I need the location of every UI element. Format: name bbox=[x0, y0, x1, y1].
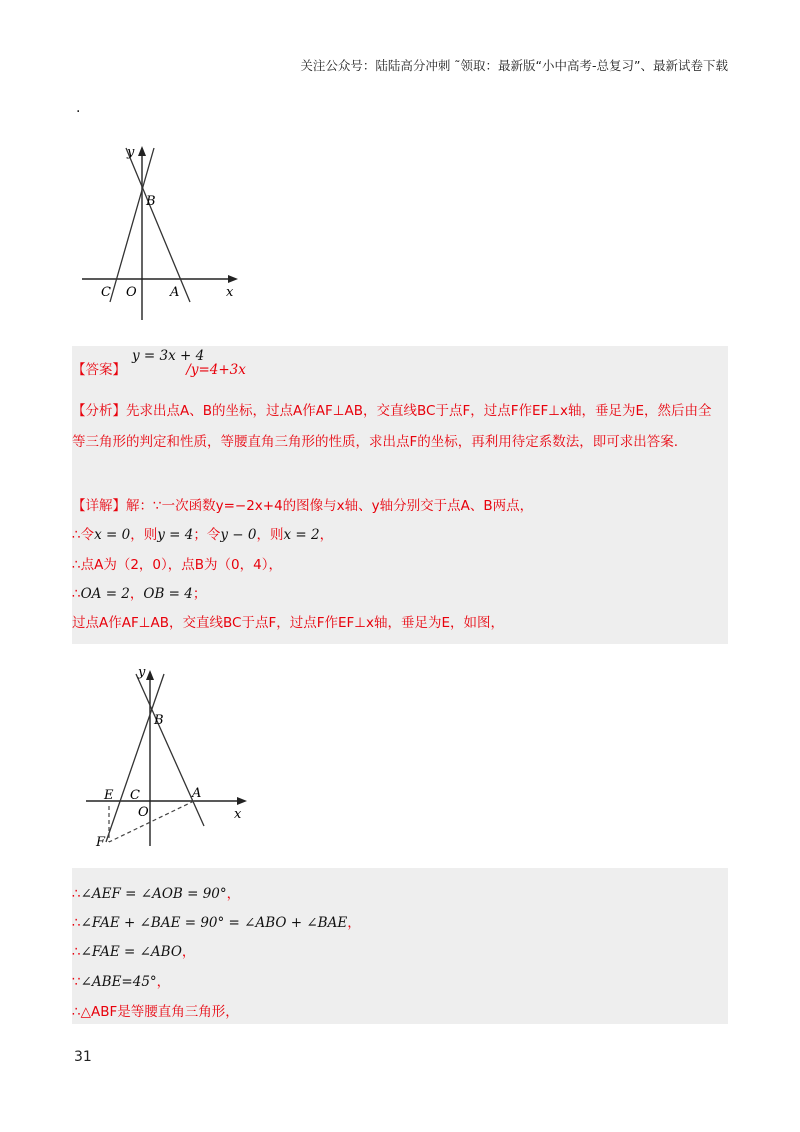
label-b: B bbox=[146, 194, 156, 209]
detail-tag: 【详解】 bbox=[72, 498, 126, 514]
label-b: B bbox=[154, 713, 164, 728]
label-y: y bbox=[138, 665, 146, 680]
y-axis-arrow bbox=[138, 146, 146, 156]
label-x: x bbox=[226, 285, 234, 300]
label-a: A bbox=[170, 285, 180, 300]
label-y: y bbox=[127, 145, 135, 160]
label-e: E bbox=[104, 788, 114, 803]
step-1: ∴∠AEF = ∠AOB = 90°， bbox=[72, 886, 241, 902]
detail-line-2: ∴令x = 0，则y = 4；令y − 0，则x = 2， bbox=[72, 527, 334, 543]
label-c: C bbox=[130, 788, 140, 803]
step-4: ∵∠ABE=45°， bbox=[72, 974, 171, 990]
step-2: ∴∠FAE + ∠BAE = 90° = ∠ABO + ∠BAE， bbox=[72, 915, 361, 931]
figure-2-graph bbox=[72, 646, 268, 868]
detail-line-4: ∴OA = 2，OB = 4； bbox=[72, 586, 207, 602]
label-o: O bbox=[138, 805, 149, 820]
step-3: ∴∠FAE = ∠ABO， bbox=[72, 944, 196, 960]
formula-black: y = 3x + 4 bbox=[132, 348, 205, 364]
detail-line-3: ∴点A为（2，0），点B为（0，4）， bbox=[72, 557, 282, 573]
detail-line-1: 【详解】解：∵一次函数y=−2x+4的图像与x轴、y轴分别交于点A、B两点， bbox=[72, 498, 534, 514]
label-f: F bbox=[96, 835, 106, 850]
answer-tag: 【答案】 bbox=[72, 362, 126, 378]
page-header: 关注公众号：陆陆高分冲刺 ˜领取：最新版“小中高考-总复习”、最新试卷下载 bbox=[300, 58, 728, 73]
x-axis-arrow bbox=[228, 275, 238, 283]
label-a: A bbox=[192, 786, 202, 801]
analysis-tag: 【分析】 bbox=[72, 403, 126, 419]
detail-line-5: 过点A作AF⊥AB，交直线BC于点F，过点F作EF⊥x轴，垂足为E，如图， bbox=[72, 615, 505, 631]
analysis-text: 先求出点A、B的坐标，过点A作AF⊥AB，交直线BC于点F，过点F作EF⊥x轴，垂足为E，然后由全等三角形的判定和性质，等腰直角三角形的性质，求出点F的坐标，再利用待定系数法，即可求出答案. bbox=[72, 403, 712, 450]
leading-dot: . bbox=[76, 100, 81, 116]
answer-line bbox=[72, 360, 728, 380]
page-number: 31 bbox=[74, 1049, 92, 1065]
label-c: C bbox=[101, 285, 111, 300]
figure-1-graph bbox=[76, 140, 246, 325]
answer-formula: /y=4+3x bbox=[186, 362, 246, 378]
analysis-paragraph bbox=[72, 396, 722, 458]
step-5: ∴△ABF是等腰直角三角形， bbox=[72, 1004, 239, 1020]
label-o: O bbox=[126, 285, 137, 300]
label-x: x bbox=[234, 807, 242, 822]
